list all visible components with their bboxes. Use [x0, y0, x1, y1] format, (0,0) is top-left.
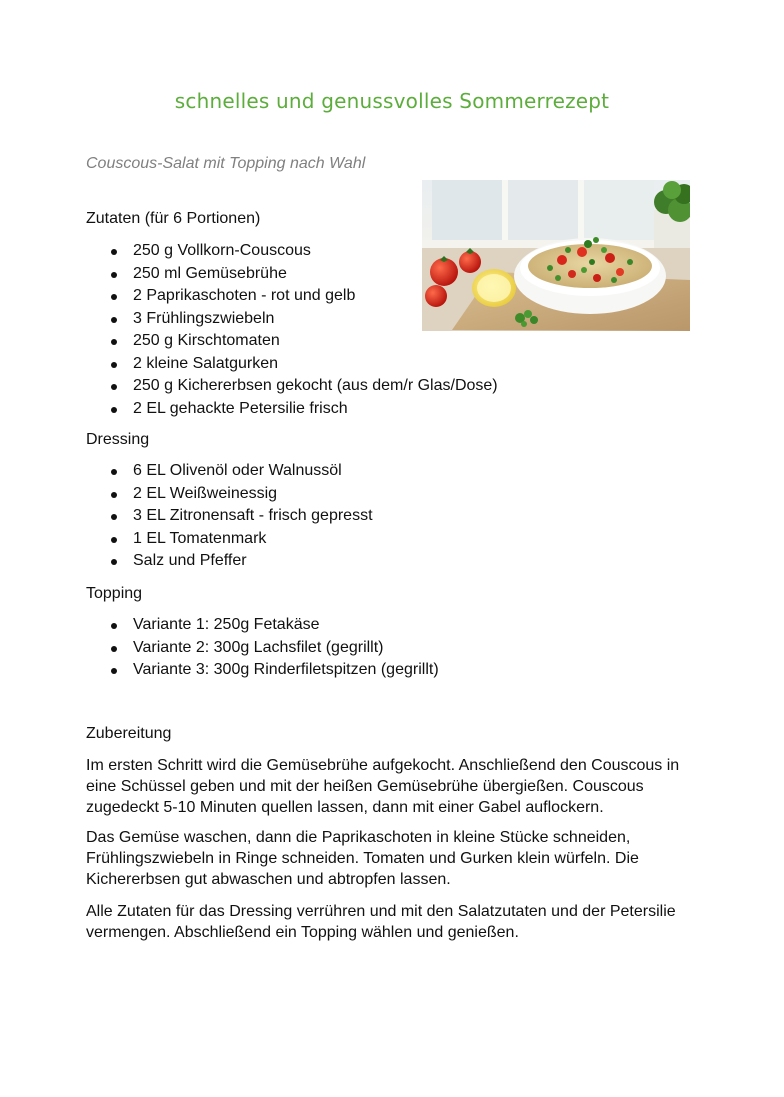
list-item: 1 EL Tomatenmark [86, 528, 373, 551]
preparation-paragraph-1: Im ersten Schritt wird die Gemüsebrühe aufgekocht. Anschließend den Couscous in eine Schüssel geben und mit der heißen Gemüsebrühe übergießen. Couscous zugedeckt 5-10 Minuten quellen lassen, dann mit einer Gabel auflockern. [86, 757, 680, 816]
list-item: 250 g Kichererbsen gekocht (aus dem/r Glas/Dose) [86, 375, 498, 398]
list-item: 2 Paprikaschoten - rot und gelb [86, 285, 498, 308]
page-title: schnelles und genussvolles Sommerrezept [174, 89, 610, 113]
list-item: Variante 3: 300g Rinderfiletspitzen (gegrillt) [86, 659, 439, 682]
list-item: 3 EL Zitronensaft - frisch gepresst [86, 505, 373, 528]
list-item: 250 g Kirschtomaten [86, 330, 498, 353]
list-item: 6 EL Olivenöl oder Walnussöl [86, 460, 373, 483]
list-item: 2 EL gehackte Petersilie frisch [86, 398, 498, 421]
list-item: Salz und Pfeffer [86, 550, 373, 573]
list-item: Variante 1: 250g Fetakäse [86, 614, 439, 637]
topping-list [86, 614, 439, 682]
list-item: 250 g Vollkorn-Couscous [86, 240, 498, 263]
list-item: 250 ml Gemüsebrühe [86, 263, 498, 286]
recipe-subtitle: Couscous-Salat mit Topping nach Wahl [86, 155, 366, 172]
preparation-heading: Zubereitung [86, 725, 172, 742]
list-item: 2 EL Weißweinessig [86, 483, 373, 506]
dressing-heading: Dressing [86, 431, 150, 448]
preparation-paragraph-2: Das Gemüse waschen, dann die Paprikaschoten in kleine Stücke schneiden, Frühlingszwiebeln in Ringe schneiden. Tomaten und Gurken klein würfeln. Die Kichererbsen gut abwaschen und abtropfen lassen. [86, 829, 639, 888]
preparation-paragraph-3: Alle Zutaten für das Dressing verrühren und mit den Salatzutaten und der Petersilie vermengen. Abschließend ein Topping wählen und genießen. [86, 903, 676, 941]
list-item: 3 Frühlingszwiebeln [86, 308, 498, 331]
dressing-list [86, 460, 373, 573]
ingredients-heading: Zutaten (für 6 Portionen) [86, 210, 261, 227]
ingredients-list [86, 240, 498, 420]
list-item: 2 kleine Salatgurken [86, 353, 498, 376]
list-item: Variante 2: 300g Lachsfilet (gegrillt) [86, 637, 439, 660]
topping-heading: Topping [86, 585, 143, 602]
